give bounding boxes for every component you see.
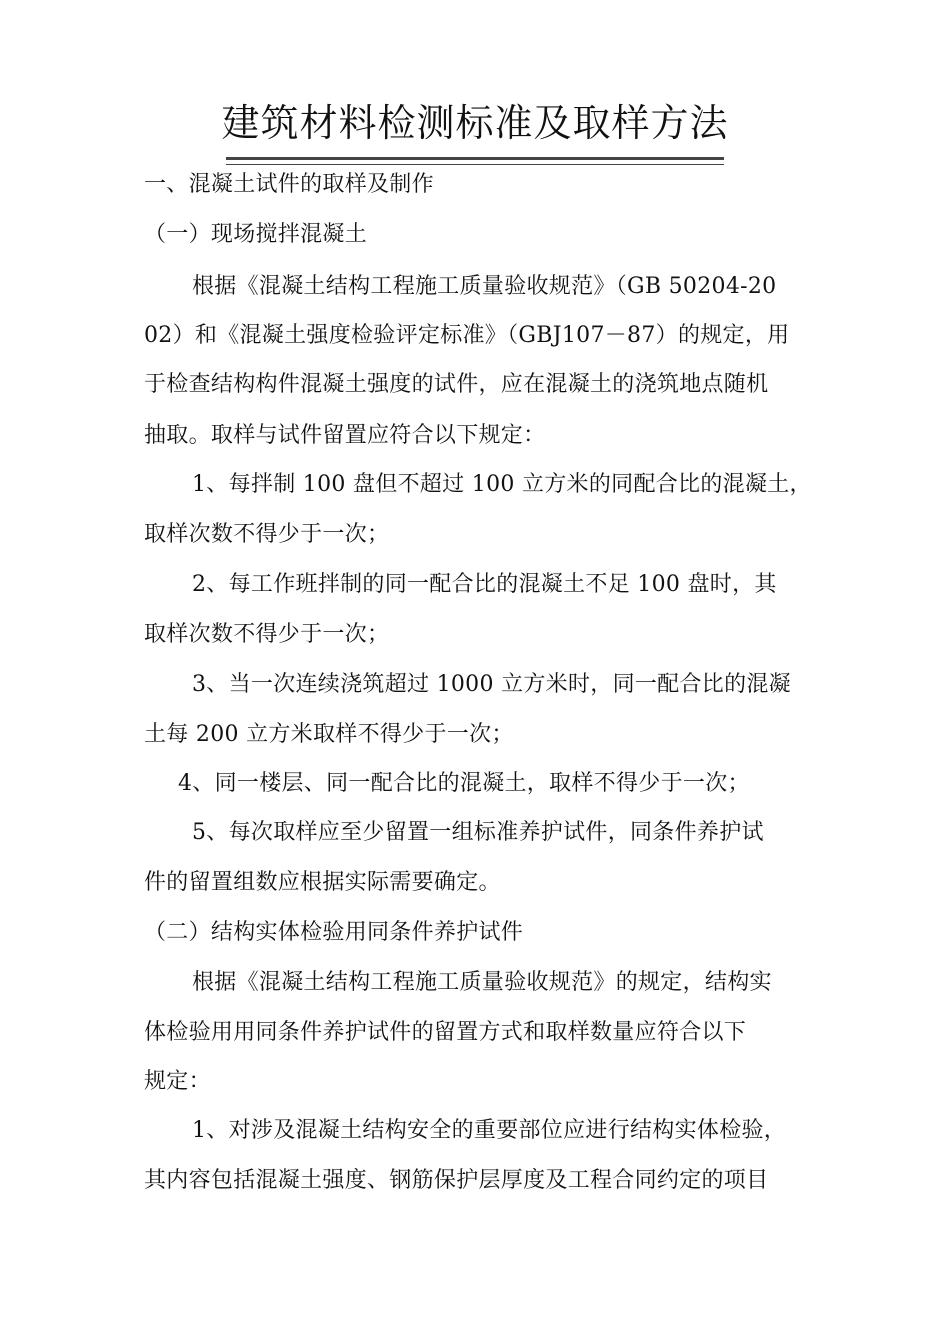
list-item-line: 土每 200 立方米取样不得少于一次；: [144, 722, 514, 747]
document-title: 建筑材料检测标准及取样方法: [221, 101, 729, 145]
list-item-line: 2、每工作班拌制的同一配合比的混凝土不足 100 盘时，其: [192, 572, 777, 597]
paragraph-line: 抽取。取样与试件留置应符合以下规定：: [144, 423, 546, 448]
paragraph-line: 根据《混凝土结构工程施工质量验收规范》的规定，结构实: [192, 970, 772, 995]
list-item-line: 4、同一楼层、同一配合比的混凝土，取样不得少于一次；: [178, 771, 750, 796]
list-item-line: 3、当一次连续浇筑超过 1000 立方米时，同一配合比的混凝: [192, 672, 791, 697]
list-item-line: 其内容包括混凝土强度、钢筋保护层厚度及工程合同约定的项目: [144, 1168, 769, 1193]
list-item-line: 件的留置组数应根据实际需要确定。: [144, 870, 501, 895]
section-heading: 一、混凝土试件的取样及制作: [144, 172, 434, 197]
list-item-line: 5、每次取样应至少留置一组标准养护试件，同条件养护试: [192, 820, 764, 845]
paragraph-line: 02）和《混凝土强度检验评定标准》（GBJ107－87）的规定，用: [144, 323, 790, 348]
paragraph-line: 根据《混凝土结构工程施工质量验收规范》（GB 50204-20: [192, 274, 777, 299]
list-item-line: 1、每拌制 100 盘但不超过 100 立方米的同配合比的混凝土，: [192, 472, 812, 497]
paragraph-line: 于检查结构构件混凝土强度的试件，应在混凝土的浇筑地点随机: [144, 372, 769, 397]
list-item-line: 取样次数不得少于一次；: [144, 522, 390, 547]
subsection-heading: （二）结构实体检验用同条件养护试件: [144, 920, 524, 945]
paragraph-line: 规定：: [144, 1069, 211, 1094]
subsection-heading: （一）现场搅拌混凝土: [144, 222, 368, 247]
title-double-rule: [226, 157, 724, 165]
list-item-line: 1、对涉及混凝土结构安全的重要部位应进行结构实体检验，: [192, 1118, 787, 1143]
list-item-line: 取样次数不得少于一次；: [144, 622, 390, 647]
paragraph-line: 体检验用用同条件养护试件的留置方式和取样数量应符合以下: [144, 1020, 747, 1045]
